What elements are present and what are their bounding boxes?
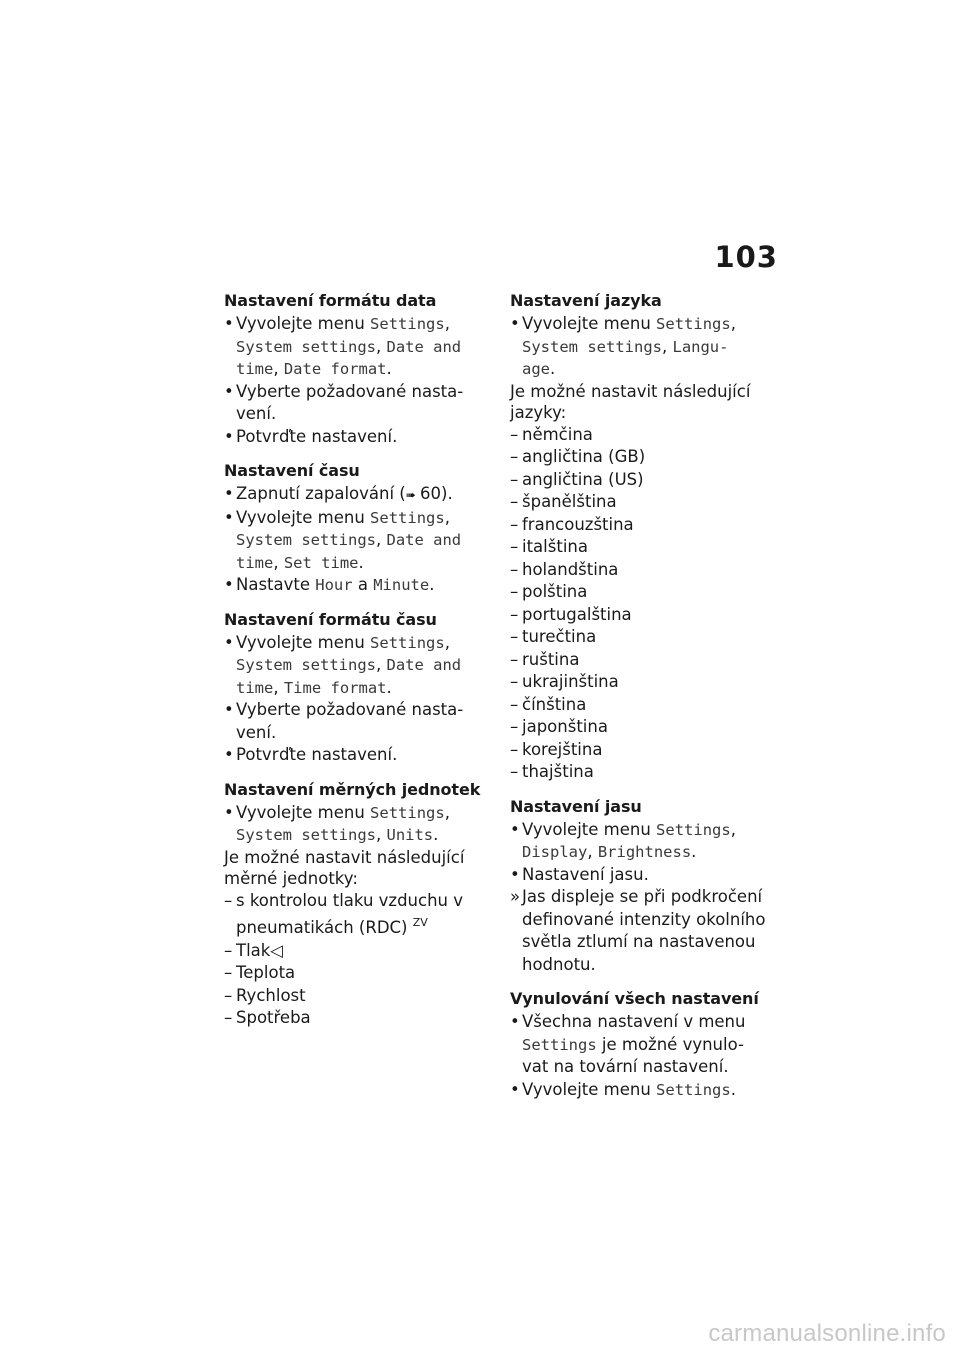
list-item: • Vyvolejte menu Settings, Display, Brightness. [510,819,736,861]
dash-marker: – [510,559,519,579]
bullet-icon: • [224,314,234,333]
heading-language: Nastavení jazyka [510,291,662,310]
list-item: • Potvrďte nastavení. [224,744,486,767]
dash-marker: – [510,627,519,646]
list-item: – Rychlost [224,985,486,1008]
menu-path-settings: Settings [370,633,445,652]
dash-marker: – [510,582,519,601]
language-list-item: – korejština [510,739,772,762]
menu-path-display: Display [522,843,588,861]
menu-path-date-format: Date format [283,360,387,378]
heading-reset: Vynulování všech nastavení [510,989,759,1008]
language-list-item: – španělština [510,491,772,514]
menu-path-language-cont: age [522,360,550,378]
menu-path-settings: Settings [370,803,445,822]
dash-marker: – [224,1008,233,1027]
section-date-format [224,290,486,448]
menu-path-date-and-time: Date and time [236,531,462,572]
menu-path-settings: Settings [656,820,731,839]
menu-path-brightness: Brightness [597,843,692,861]
paragraph: Je možné nastavit následující měrné jednotky: [224,847,465,888]
list-item: • Vyberte požadované nasta- vení. [224,381,464,423]
dash-marker: – [510,762,519,781]
dash-marker: – [224,940,233,960]
menu-path-hour: Hour [315,576,353,594]
list-item: – Tlak◁ [224,940,486,963]
dash-marker: – [224,985,233,1005]
language-list-item: – angličtina (GB) [510,446,772,469]
list-item: • Nastavení jasu. [510,864,772,887]
list-item: • Vyvolejte menu Settings, System settings, Date and time, Set time. [224,507,462,572]
section-language [510,290,772,784]
menu-path-system-settings: System settings [236,337,376,356]
dash-marker: – [224,890,233,910]
bullet-icon: • [224,632,234,652]
language-list-item: – ruština [510,649,772,672]
bullet-icon: • [224,484,234,503]
dash-marker: – [510,447,519,466]
menu-path-units: Units [386,826,434,844]
bullet-icon: • [510,1079,520,1099]
menu-path-system-settings: System settings [522,337,662,356]
menu-path-settings: Settings [656,315,731,333]
heading-time: Nastavení času [224,461,360,480]
heading-units: Nastavení měrných jednotek [224,779,481,799]
menu-path-date-and-time: Date and time [236,337,462,378]
dash-marker: – [510,694,519,714]
section-brightness [510,796,772,977]
list-item: • Vyvolejte menu Settings, System settings, Units. [224,802,450,844]
bullet-icon: • [510,819,520,839]
page-reference-arrow-icon: ➠ [405,488,415,502]
bullet-icon: • [224,745,234,764]
list-item: – Teplota [224,962,486,985]
result-marker: » [510,887,521,906]
dash-marker: – [510,469,519,489]
list-item: – Spotřeba [224,1007,486,1030]
menu-path-language: Langu- [672,337,729,356]
dash-marker: – [510,492,519,511]
language-list-item: – ukrajinština [510,671,772,694]
list-item: – s kontrolou tlaku vzduchu v pneumatikách (RDC) $^{ZV}$ [224,890,463,937]
heading-date-format: Nastavení formátu data [224,291,437,310]
dash-marker: – [510,649,519,669]
dash-marker: – [224,963,233,982]
section-reset [510,988,772,1101]
bullet-icon: • [224,426,234,446]
bullet-icon: • [224,381,234,401]
bullet-icon: • [224,575,234,594]
list-item: • Potvrďte nastavení. [224,426,486,449]
dash-marker: – [510,739,519,759]
list-item: • Vyberte požadované nasta- vení. [224,700,464,742]
list-item: • Vyvolejte menu Settings. [510,1079,772,1102]
optional-equipment-badge: ZV [412,916,428,929]
dash-marker: – [510,604,519,624]
menu-path-time-format: Time format [283,678,387,697]
menu-path-settings: Settings [656,1080,731,1099]
dash-marker: – [510,424,519,444]
menu-path-settings: Settings [522,1035,597,1054]
watermark: carmanualsonline.info [708,1320,946,1347]
section-units [224,779,486,1030]
language-list-item: – francouzština [510,514,772,537]
section-time [224,460,486,597]
triangle-left-icon: ◁ [270,940,284,960]
section-time-format [224,609,486,767]
result-item: » Jas displeje se při podkročení definované intenzity okolního světla ztlumí na nastavenou hodnotu. [510,887,766,974]
language-list-item: – němčina [510,424,772,447]
dash-marker: – [510,537,519,556]
bullet-icon: • [224,802,234,822]
list-item: • Všechna nastavení v menu Settings je možné vynulo- vat na tovární nastavení. [510,1012,746,1076]
dash-marker: – [510,672,519,691]
language-list-item: – holandština [510,559,772,582]
language-list-item: – čínština [510,694,772,717]
list-item: • Zapnutí zapalování (➠ 60). [224,483,486,507]
list-item: • Vyvolejte menu Settings, System settings, Date and time, Date format. [224,314,462,378]
menu-path-system-settings: System settings [236,656,376,674]
bullet-icon: • [224,700,234,719]
left-column [224,290,486,1042]
list-item: • Nastavte Hour a Minute. [224,574,486,597]
menu-path-settings: Settings [370,508,445,527]
language-list-item: – angličtina (US) [510,469,772,492]
menu-path-date-and-time: Date and time [236,656,462,697]
language-list-item: – polština [510,581,772,604]
list-item: • Vyvolejte menu Settings, System settings, Langu- age. [510,314,736,378]
language-list-item: – thajština [510,761,772,784]
list-item: • Vyvolejte menu Settings, System settings, Date and time, Time format. [224,632,462,697]
language-list-item: – turečtina [510,626,772,649]
menu-path-settings: Settings [370,315,445,333]
language-list-item: – italština [510,536,772,559]
heading-time-format: Nastavení formátu času [224,609,437,629]
bullet-icon: • [510,314,520,333]
menu-path-system-settings: System settings [236,826,376,844]
dash-marker: – [510,717,519,736]
language-list-item: – portugalština [510,604,772,627]
bullet-icon: • [510,1012,520,1031]
right-column [510,290,772,1113]
bullet-icon: • [510,864,520,884]
language-list [510,424,772,784]
heading-brightness: Nastavení jasu [510,796,642,816]
menu-path-system-settings: System settings [236,531,376,549]
page-number: 103 [714,240,778,274]
menu-path-minute: Minute [373,576,430,594]
dash-marker: – [510,514,519,534]
bullet-icon: • [224,507,234,527]
menu-path-set-time: Set time [283,553,359,572]
language-list-item: – japonština [510,716,772,739]
paragraph: Je možné nastavit následující jazyky: [510,381,751,422]
